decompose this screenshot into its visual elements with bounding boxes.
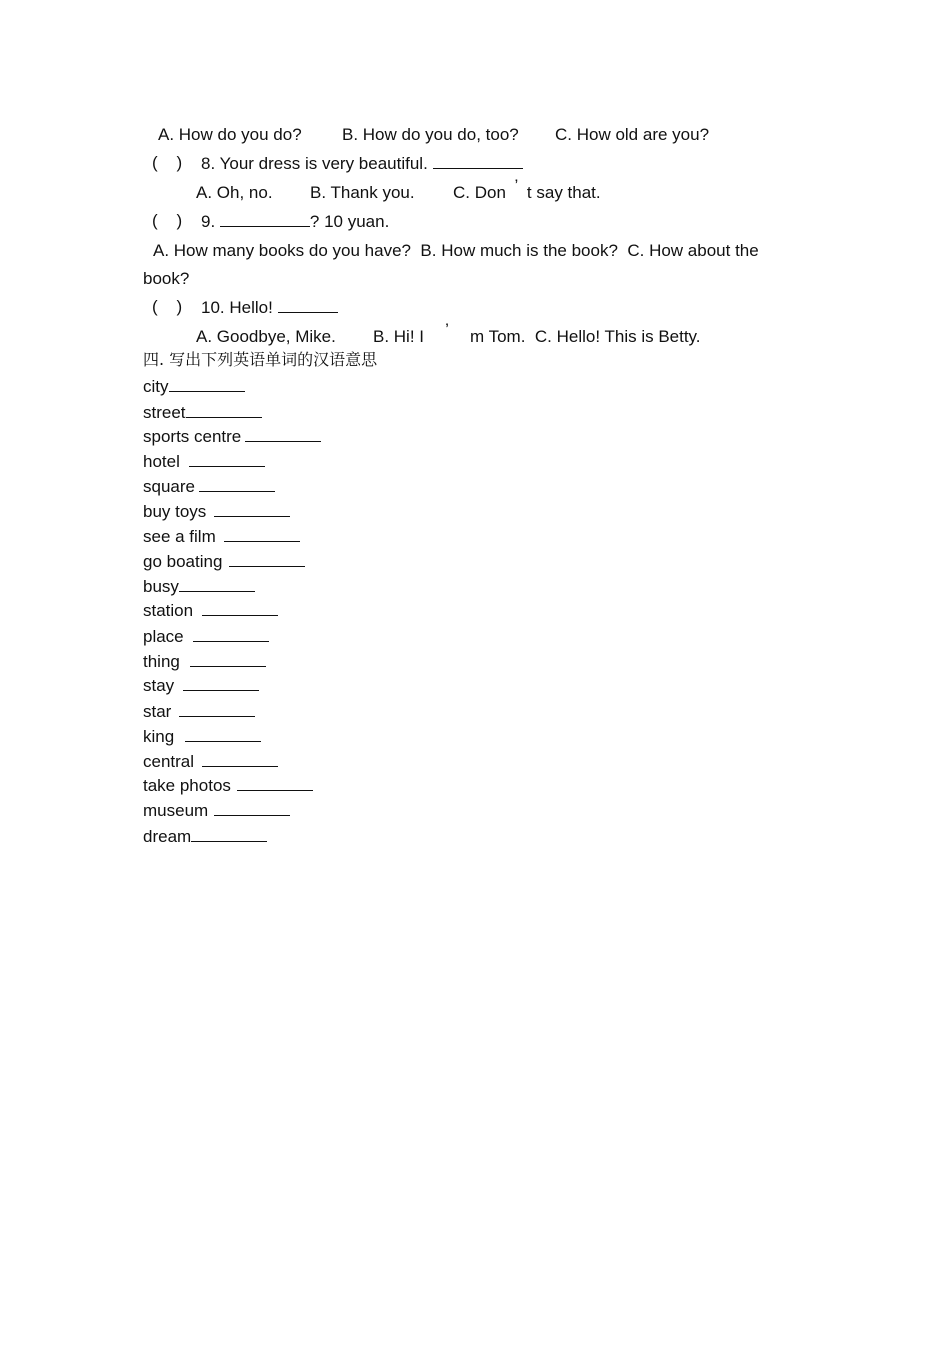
q10-blank — [278, 297, 338, 313]
q9-stem-suffix: ? 10 yuan. — [309, 212, 390, 231]
vocab-item — [143, 551, 305, 572]
q8-option-a: A. Oh, no. — [196, 183, 273, 202]
q8-option-c-apostrophe: ’ — [514, 176, 519, 195]
q8-stem-text: 8. Your dress is very beautiful. — [201, 154, 428, 173]
vocab-blank — [185, 726, 261, 742]
vocab-word: dream — [143, 827, 192, 846]
vocab-blank — [179, 701, 255, 717]
q10-answer-paren: ( ) — [152, 297, 183, 316]
vocab-word: star — [143, 702, 172, 721]
vocab-word: busy — [143, 577, 179, 596]
vocab-blank — [202, 600, 278, 616]
vocab-item — [143, 800, 290, 821]
q10-stem — [201, 297, 338, 318]
q9-stem-prefix: 9. — [201, 212, 216, 231]
vocab-word: square — [143, 477, 195, 496]
vocab-item — [143, 775, 313, 796]
vocab-blank — [214, 800, 290, 816]
q10-option-b-part2: m Tom. C. Hello! This is Betty. — [470, 327, 701, 346]
vocab-word: hotel — [143, 452, 180, 471]
q9-answer-paren: ( ) — [152, 211, 183, 230]
vocab-item — [143, 651, 266, 672]
section4-heading: 四. 写出下列英语单词的汉语意思 — [143, 350, 378, 369]
q10-option-b-apostrophe: ’ — [445, 320, 449, 339]
vocab-word: stay — [143, 676, 175, 695]
vocab-item — [143, 402, 262, 423]
q8-option-c-part2: t say that. — [526, 183, 601, 202]
q10-option-b — [373, 320, 701, 347]
vocab-word: place — [143, 627, 184, 646]
vocab-word: thing — [143, 652, 180, 671]
q7-option-c: C. How old are you? — [555, 125, 710, 144]
vocab-item — [143, 600, 278, 621]
q7-option-a: A. How do you do? — [158, 125, 302, 144]
q8-option-c — [453, 176, 601, 203]
vocab-item — [143, 426, 321, 447]
q9-stem — [201, 211, 389, 232]
vocab-word: street — [143, 403, 186, 422]
q8-option-b: B. Thank you. — [310, 183, 415, 202]
vocab-word: museum — [143, 801, 209, 820]
vocab-blank — [224, 526, 300, 542]
vocab-word: king — [143, 727, 175, 746]
vocab-item — [143, 501, 290, 522]
vocab-blank — [191, 826, 267, 842]
vocab-word: buy toys — [143, 502, 207, 521]
vocab-item — [143, 376, 245, 397]
vocab-item — [143, 675, 259, 696]
vocab-word: take photos — [143, 776, 231, 795]
q9-options-line2: book? — [143, 269, 190, 288]
q9-blank — [220, 211, 310, 227]
vocab-blank — [202, 751, 278, 767]
vocab-item — [143, 476, 275, 497]
q8-option-c-part1: C. Don — [453, 183, 506, 202]
vocab-blank — [190, 651, 266, 667]
q8-stem — [201, 153, 523, 174]
vocab-blank — [193, 626, 269, 642]
q8-blank — [433, 153, 523, 169]
vocab-blank — [237, 775, 313, 791]
vocab-word: city — [143, 377, 169, 396]
vocab-word: go boating — [143, 552, 223, 571]
vocab-word: see a film — [143, 527, 216, 546]
q10-option-a: A. Goodbye, Mike. — [196, 327, 336, 346]
q10-option-b-part1: B. Hi! I — [373, 327, 425, 346]
vocab-word: central — [143, 752, 195, 771]
vocab-word: station — [143, 601, 194, 620]
vocab-blank — [229, 551, 305, 567]
vocab-blank — [189, 451, 265, 467]
q8-answer-paren: ( ) — [152, 153, 183, 172]
vocab-blank — [179, 576, 255, 592]
vocab-item — [143, 826, 267, 847]
vocab-item — [143, 726, 261, 747]
vocab-blank — [169, 376, 245, 392]
q9-options-line1: A. How many books do you have? B. How much is the book? C. How about the — [153, 241, 759, 260]
vocab-blank — [186, 402, 262, 418]
vocab-item — [143, 576, 255, 597]
vocab-blank — [214, 501, 290, 517]
vocab-blank — [199, 476, 275, 492]
q10-stem-text: 10. Hello! — [201, 298, 273, 317]
vocab-item — [143, 751, 278, 772]
vocab-blank — [183, 675, 259, 691]
vocab-item — [143, 701, 255, 722]
vocab-item — [143, 526, 300, 547]
q7-option-b: B. How do you do, too? — [342, 125, 519, 144]
vocab-word: sports centre — [143, 427, 242, 446]
vocab-blank — [245, 426, 321, 442]
vocab-item — [143, 626, 269, 647]
vocab-item — [143, 451, 265, 472]
